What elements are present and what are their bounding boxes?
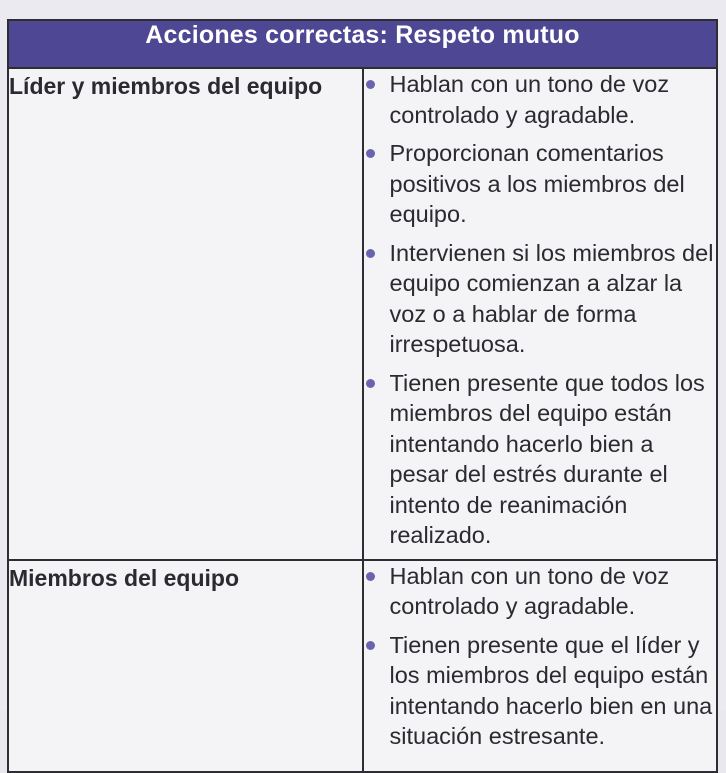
role-leader-and-team: Líder y miembros del equipo: [8, 68, 363, 560]
bullet-icon: [366, 149, 375, 158]
table-row: [8, 68, 717, 560]
role-team-members: Miembros del equipo: [8, 560, 363, 772]
list-item: [364, 630, 717, 752]
table-row: [8, 560, 717, 772]
bullet-icon: [366, 379, 375, 388]
bullet-icon: [366, 80, 375, 89]
bullet-icon: [366, 641, 375, 650]
list-item-text: Hablan con un tono de voz controlado y agradable.: [389, 71, 670, 128]
list-item: [364, 69, 717, 130]
actions-cell: [363, 560, 718, 772]
list-item: [364, 561, 717, 622]
action-list: [364, 561, 717, 752]
actions-cell: [363, 68, 718, 560]
list-item-text: Tienen presente que todos los miembros del equipo están intentando hacerlo bien a pesar del estrés durante el intento de reanimación realizado.: [389, 369, 705, 548]
list-item-text: Proporcionan comentarios positivos a los miembros del equipo.: [389, 140, 685, 227]
respect-table: [7, 19, 718, 773]
list-item: [364, 368, 717, 551]
action-list: [364, 69, 717, 551]
bullet-icon: [366, 249, 375, 258]
list-item-text: Hablan con un tono de voz controlado y agradable.: [389, 562, 670, 619]
table-title: Acciones correctas: Respeto mutuo: [8, 20, 717, 68]
list-item: [364, 238, 717, 360]
list-item: [364, 138, 717, 230]
list-item-text: Intervienen si los miembros del equipo comienzan a alzar la voz o a hablar de forma irrespetuosa.: [389, 239, 714, 357]
list-item-text: Tienen presente que el líder y los miembros del equipo están intentando hacerlo bien en una situación estresante.: [389, 631, 713, 749]
bullet-icon: [366, 572, 375, 581]
